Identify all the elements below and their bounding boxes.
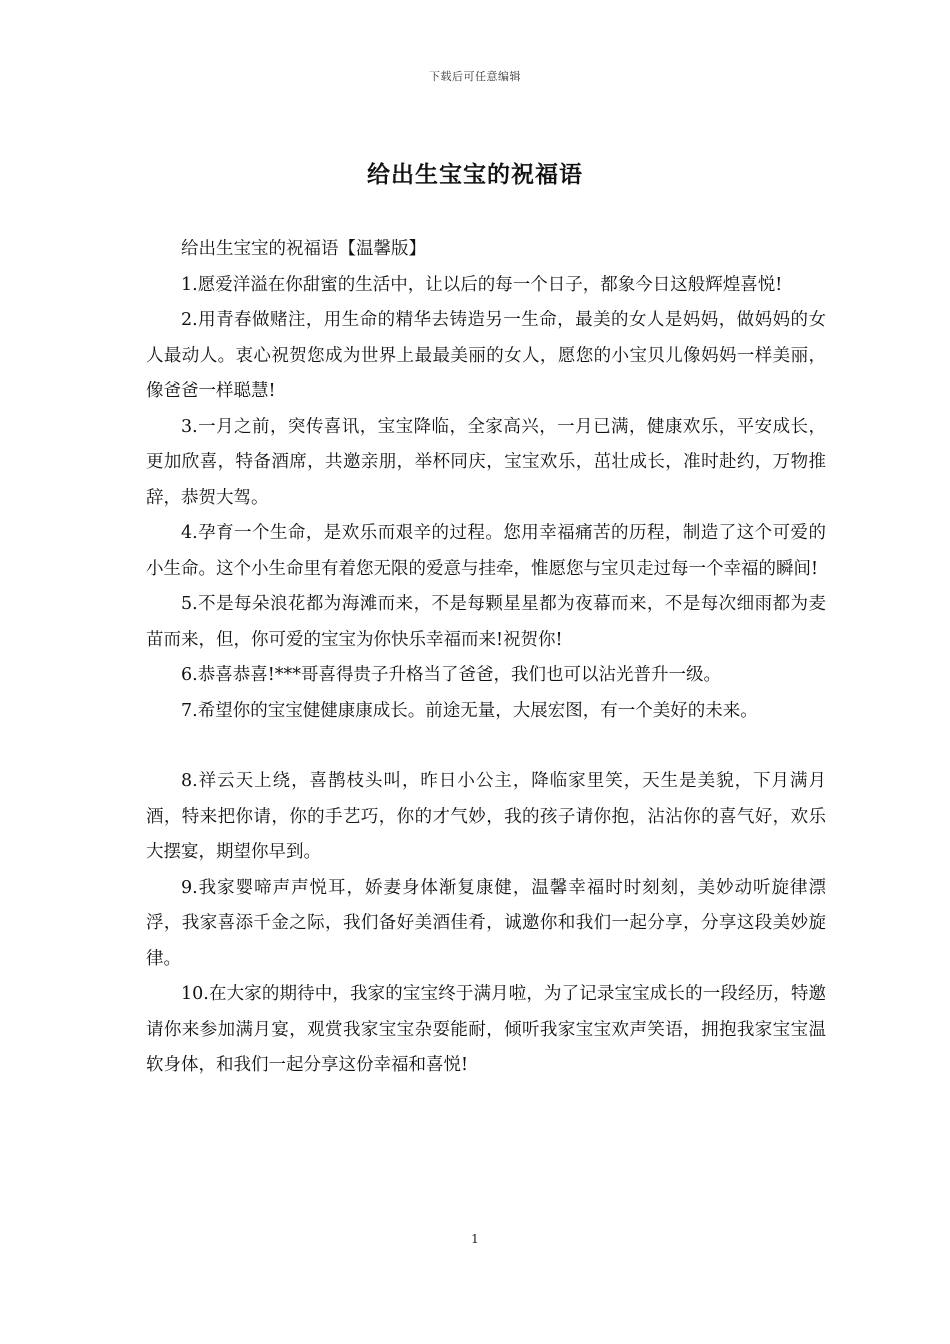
paragraph-9: 9.我家婴啼声声悦耳，娇妻身体渐复康健，温馨幸福时时刻刻，美妙动听旋律漂浮，我家喜添千金之际，我们备好美酒佳肴，诚邀你和我们一起分享，分享这段美妙旋律。: [146, 877, 826, 969]
paragraph-1: 1.愿爱洋溢在你甜蜜的生活中，让以后的每一个日子，都象今日这般辉煌喜悦!: [181, 274, 783, 295]
header-note: 下载后可任意编辑: [429, 70, 521, 83]
page-number: 1: [471, 1232, 479, 1246]
document-subtitle: 给出生宝宝的祝福语【温馨版】: [181, 239, 426, 259]
paragraph-10: 10.在大家的期待中，我家的宝宝终于满月啦，为了记录宝宝成长的一段经历，特邀请你来参加满月宴，观赏我家宝宝杂耍能耐，倾听我家宝宝欢声笑语，拥抱我家宝宝温软身体，和我们一起分享这份幸福和喜悦!: [146, 984, 826, 1075]
paragraph-6: 6.恭喜恭喜!***哥喜得贵子升格当了爸爸，我们也可以沾光普升一级。: [181, 665, 721, 685]
paragraph-7: 7.希望你的宝宝健健康康成长。前途无量，大展宏图，有一个美好的未来。: [181, 700, 758, 721]
paragraph-2: 2.用青春做赌注，用生命的精华去铸造另一生命，最美的女人是妈妈，做妈妈的女人最动人。衷心祝贺您成为世界上最最美丽的女人，愿您的小宝贝儿像妈妈一样美丽，像爸爸一样聪慧!: [146, 310, 826, 401]
paragraph-5: 5.不是每朵浪花都为海滩而来，不是每颗星星都为夜幕而来，不是每次细雨都为麦苗而来，但，你可爱的宝宝为你快乐幸福而来!祝贺你!: [146, 594, 826, 650]
document-body: [146, 232, 826, 1084]
paragraph-4: 4.孕育一个生命，是欢乐而艰辛的过程。您用幸福痛苦的历程，制造了这个可爱的小生命。这个小生命里有着您无限的爱意与挂牵，惟愿您与宝贝走过每一个幸福的瞬间!: [146, 523, 826, 579]
paragraph-8: 8.祥云天上绕，喜鹊枝头叫，昨日小公主，降临家里笑，天生是美貌，下月满月酒，特来把你请，你的手艺巧，你的才气妙，我的孩子请你抱，沾沾你的喜气好，欢乐大摆宴，期望你早到。: [146, 771, 826, 862]
document-title: 给出生宝宝的祝福语: [367, 161, 583, 188]
paragraph-3: 3.一月之前，突传喜讯，宝宝降临，全家高兴，一月已满，健康欢乐，平安成长，更加欣喜，特备酒席，共邀亲朋，举杯同庆，宝宝欢乐，茁壮成长，准时赴约，万物推辞，恭贺大驾。: [146, 416, 826, 508]
